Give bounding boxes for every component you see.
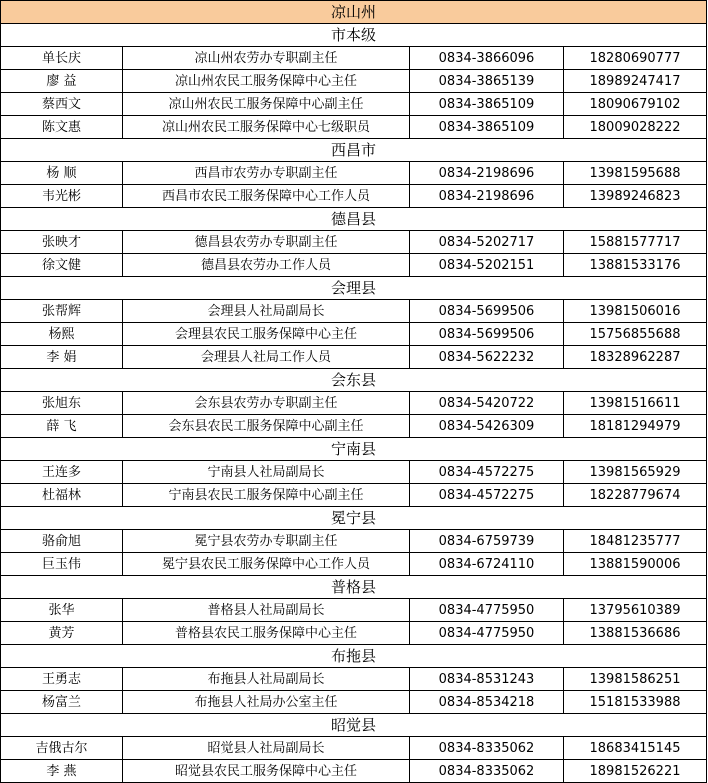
mobile-phone-cell[interactable]: 13981595688 [564, 162, 707, 185]
mobile-phone-cell[interactable]: 18280690777 [564, 47, 707, 70]
office-phone-cell[interactable]: 0834-8335062 [410, 760, 564, 783]
section-name[interactable]: 会理县 [1, 277, 707, 300]
office-phone-cell[interactable]: 0834-3865139 [410, 70, 564, 93]
office-phone-cell[interactable]: 0834-4572275 [410, 484, 564, 507]
position-cell[interactable]: 普格县农民工服务保障中心主任 [123, 622, 410, 645]
position-cell[interactable]: 德昌县农劳办专职副主任 [123, 231, 410, 254]
person-name-cell[interactable]: 黄芳 [1, 622, 123, 645]
section-header-row [1, 24, 707, 47]
person-name-cell[interactable]: 李 娟 [1, 346, 123, 369]
mobile-phone-cell[interactable]: 18090679102 [564, 93, 707, 116]
office-phone-cell[interactable]: 0834-2198696 [410, 162, 564, 185]
office-phone-cell[interactable]: 0834-2198696 [410, 185, 564, 208]
table-row [1, 231, 707, 254]
table-row [1, 392, 707, 415]
section-header-row [1, 438, 707, 461]
table-row [1, 461, 707, 484]
position-cell[interactable]: 冕宁县农劳办专职副主任 [123, 530, 410, 553]
mobile-phone-cell[interactable]: 18228779674 [564, 484, 707, 507]
office-phone-cell[interactable]: 0834-5622232 [410, 346, 564, 369]
table-row [1, 760, 707, 783]
position-cell[interactable]: 布拖县人社局办公室主任 [123, 691, 410, 714]
position-cell[interactable]: 昭觉县农民工服务保障中心主任 [123, 760, 410, 783]
office-phone-cell[interactable]: 0834-5202717 [410, 231, 564, 254]
table-row [1, 691, 707, 714]
position-cell[interactable]: 宁南县人社局副局长 [123, 461, 410, 484]
mobile-phone-cell[interactable]: 15756855688 [564, 323, 707, 346]
mobile-phone-cell[interactable]: 13981586251 [564, 668, 707, 691]
office-phone-cell[interactable]: 0834-6759739 [410, 530, 564, 553]
section-header-row [1, 369, 707, 392]
mobile-phone-cell[interactable]: 13881536686 [564, 622, 707, 645]
person-name-cell[interactable]: 张华 [1, 599, 123, 622]
table-row [1, 530, 707, 553]
position-cell[interactable]: 布拖县人社局副局长 [123, 668, 410, 691]
section-name[interactable]: 会东县 [1, 369, 707, 392]
table-row [1, 47, 707, 70]
office-phone-cell[interactable]: 0834-5426309 [410, 415, 564, 438]
section-name[interactable]: 布拖县 [1, 645, 707, 668]
table-row [1, 668, 707, 691]
table-row [1, 415, 707, 438]
mobile-phone-cell[interactable]: 18181294979 [564, 415, 707, 438]
office-phone-cell[interactable]: 0834-4775950 [410, 599, 564, 622]
section-name[interactable]: 宁南县 [1, 438, 707, 461]
person-name-cell[interactable]: 王连多 [1, 461, 123, 484]
position-cell[interactable]: 凉山州农劳办专职副主任 [123, 47, 410, 70]
position-cell[interactable]: 会理县人社局工作人员 [123, 346, 410, 369]
section-name[interactable]: 市本级 [1, 24, 707, 47]
office-phone-cell[interactable]: 0834-3865109 [410, 116, 564, 139]
mobile-phone-cell[interactable]: 18989247417 [564, 70, 707, 93]
mobile-phone-cell[interactable]: 13989246823 [564, 185, 707, 208]
section-name[interactable]: 普格县 [1, 576, 707, 599]
section-name[interactable]: 德昌县 [1, 208, 707, 231]
office-phone-cell[interactable]: 0834-6724110 [410, 553, 564, 576]
mobile-phone-cell[interactable]: 13981506016 [564, 300, 707, 323]
table-row [1, 300, 707, 323]
mobile-phone-cell[interactable]: 18683415145 [564, 737, 707, 760]
table-row [1, 599, 707, 622]
office-phone-cell[interactable]: 0834-5202151 [410, 254, 564, 277]
table-row [1, 323, 707, 346]
section-name[interactable]: 昭觉县 [1, 714, 707, 737]
person-name-cell[interactable]: 单长庆 [1, 47, 123, 70]
mobile-phone-cell[interactable]: 13981565929 [564, 461, 707, 484]
section-name[interactable]: 冕宁县 [1, 507, 707, 530]
office-phone-cell[interactable]: 0834-8335062 [410, 737, 564, 760]
position-cell[interactable]: 西昌市农劳办专职副主任 [123, 162, 410, 185]
section-header-row [1, 645, 707, 668]
contact-table-body [1, 1, 707, 783]
person-name-cell[interactable]: 吉俄古尔 [1, 737, 123, 760]
section-name[interactable]: 西昌市 [1, 139, 707, 162]
office-phone-cell[interactable]: 0834-3865109 [410, 93, 564, 116]
office-phone-cell[interactable]: 0834-4572275 [410, 461, 564, 484]
person-name-cell[interactable]: 韦光彬 [1, 185, 123, 208]
section-header-row [1, 714, 707, 737]
person-name-cell[interactable]: 王勇志 [1, 668, 123, 691]
office-phone-cell[interactable]: 0834-8531243 [410, 668, 564, 691]
section-header-row [1, 507, 707, 530]
office-phone-cell[interactable]: 0834-8534218 [410, 691, 564, 714]
mobile-phone-cell[interactable]: 13881533176 [564, 254, 707, 277]
person-name-cell[interactable]: 杨熙 [1, 323, 123, 346]
office-phone-cell[interactable]: 0834-3866096 [410, 47, 564, 70]
table-row [1, 254, 707, 277]
mobile-phone-cell[interactable]: 18981526221 [564, 760, 707, 783]
office-phone-cell[interactable]: 0834-5699506 [410, 323, 564, 346]
position-cell[interactable]: 普格县人社局副局长 [123, 599, 410, 622]
sheet-title[interactable]: 凉山州 [1, 1, 707, 24]
table-row [1, 737, 707, 760]
person-name-cell[interactable]: 杨 顺 [1, 162, 123, 185]
person-name-cell[interactable]: 廖 益 [1, 70, 123, 93]
mobile-phone-cell[interactable]: 13795610389 [564, 599, 707, 622]
position-cell[interactable]: 冕宁县农民工服务保障中心工作人员 [123, 553, 410, 576]
person-name-cell[interactable]: 张映才 [1, 231, 123, 254]
office-phone-cell[interactable]: 0834-5699506 [410, 300, 564, 323]
person-name-cell[interactable]: 杨富兰 [1, 691, 123, 714]
mobile-phone-cell[interactable]: 18328962287 [564, 346, 707, 369]
mobile-phone-cell[interactable]: 13881590006 [564, 553, 707, 576]
position-cell[interactable]: 宁南县农民工服务保障中心副主任 [123, 484, 410, 507]
table-row [1, 162, 707, 185]
person-name-cell[interactable]: 张旭东 [1, 392, 123, 415]
table-row [1, 622, 707, 645]
section-header-row [1, 576, 707, 599]
position-cell[interactable]: 会理县人社局副局长 [123, 300, 410, 323]
position-cell[interactable]: 会东县农民工服务保障中心副主任 [123, 415, 410, 438]
position-cell[interactable]: 凉山州农民工服务保障中心主任 [123, 70, 410, 93]
position-cell[interactable]: 会东县农劳办专职副主任 [123, 392, 410, 415]
person-name-cell[interactable]: 蔡西文 [1, 93, 123, 116]
person-name-cell[interactable]: 巨玉伟 [1, 553, 123, 576]
person-name-cell[interactable]: 李 燕 [1, 760, 123, 783]
title-row [1, 1, 707, 24]
table-row [1, 93, 707, 116]
position-cell[interactable]: 凉山州农民工服务保障中心副主任 [123, 93, 410, 116]
person-name-cell[interactable]: 骆俞旭 [1, 530, 123, 553]
table-row [1, 484, 707, 507]
person-name-cell[interactable]: 陈文惠 [1, 116, 123, 139]
table-row [1, 346, 707, 369]
table-row [1, 70, 707, 93]
mobile-phone-cell[interactable]: 18481235777 [564, 530, 707, 553]
position-cell[interactable]: 凉山州农民工服务保障中心七级职员 [123, 116, 410, 139]
person-name-cell[interactable]: 张帮辉 [1, 300, 123, 323]
position-cell[interactable]: 会理县农民工服务保障中心主任 [123, 323, 410, 346]
position-cell[interactable]: 西昌市农民工服务保障中心工作人员 [123, 185, 410, 208]
position-cell[interactable]: 德昌县农劳办工作人员 [123, 254, 410, 277]
section-header-row [1, 139, 707, 162]
table-row [1, 116, 707, 139]
mobile-phone-cell[interactable]: 13981516611 [564, 392, 707, 415]
position-cell[interactable]: 昭觉县人社局副局长 [123, 737, 410, 760]
office-phone-cell[interactable]: 0834-4775950 [410, 622, 564, 645]
person-name-cell[interactable]: 薛 飞 [1, 415, 123, 438]
mobile-phone-cell[interactable]: 18009028222 [564, 116, 707, 139]
section-header-row [1, 277, 707, 300]
table-row [1, 553, 707, 576]
mobile-phone-cell[interactable]: 15881577717 [564, 231, 707, 254]
mobile-phone-cell[interactable]: 15181533988 [564, 691, 707, 714]
section-header-row [1, 208, 707, 231]
table-row [1, 185, 707, 208]
person-name-cell[interactable]: 徐文健 [1, 254, 123, 277]
office-phone-cell[interactable]: 0834-5420722 [410, 392, 564, 415]
person-name-cell[interactable]: 杜福林 [1, 484, 123, 507]
